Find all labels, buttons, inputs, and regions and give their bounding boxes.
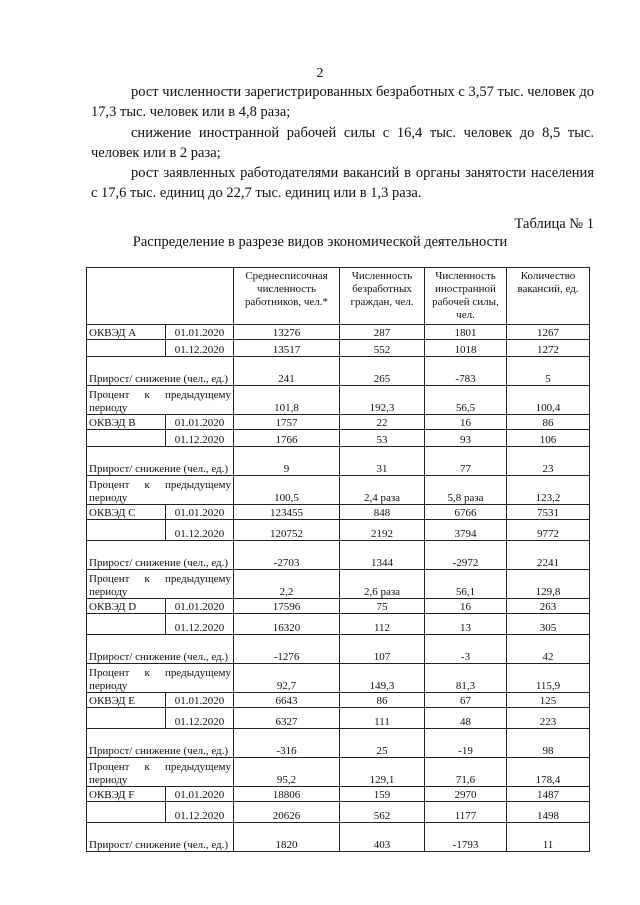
- value-cell: -2703: [234, 541, 340, 570]
- value-cell: 1801: [425, 325, 507, 340]
- metric-label-change: Прирост/ снижение (чел., ед.): [87, 541, 234, 570]
- value-cell: 31: [340, 447, 425, 476]
- value-cell: 848: [340, 505, 425, 520]
- value-cell: 1272: [507, 340, 590, 357]
- section-name: ОКВЭД F: [87, 787, 166, 802]
- value-cell: 5,8 раза: [425, 476, 507, 505]
- value-cell: 1018: [425, 340, 507, 357]
- value-cell: 123,2: [507, 476, 590, 505]
- value-cell: 287: [340, 325, 425, 340]
- value-cell: 241: [234, 357, 340, 386]
- date-cell: 01.12.2020: [166, 802, 234, 823]
- paragraph-text: снижение иностранной рабочей силы с 16,4 тыс. человек до 8,5 тыс. человек или в 2 раза;: [91, 125, 594, 161]
- value-cell: -316: [234, 729, 340, 758]
- section-name: ОКВЭД А: [87, 325, 166, 340]
- table-row: [87, 708, 590, 729]
- value-cell: 123455: [234, 505, 340, 520]
- value-cell: 2,6 раза: [340, 570, 425, 599]
- value-cell: 13517: [234, 340, 340, 357]
- value-cell: 1766: [234, 430, 340, 447]
- value-cell: 81,3: [425, 664, 507, 693]
- value-cell: 42: [507, 635, 590, 664]
- value-cell: 95,2: [234, 758, 340, 787]
- value-cell: 100,4: [507, 386, 590, 415]
- table-row: [87, 415, 590, 430]
- data-table: [86, 267, 590, 852]
- empty-cell: [87, 430, 166, 447]
- date-cell: 01.12.2020: [166, 340, 234, 357]
- table-row: [87, 325, 590, 340]
- table-row: [87, 693, 590, 708]
- date-cell: 01.12.2020: [166, 430, 234, 447]
- value-cell: 67: [425, 693, 507, 708]
- value-cell: 100,5: [234, 476, 340, 505]
- table-row: [87, 340, 590, 357]
- value-cell: -1276: [234, 635, 340, 664]
- metric-label-change: Прирост/ снижение (чел., ед.): [87, 447, 234, 476]
- header-vacancies: Количество вакансий, ед.: [507, 268, 590, 325]
- table-row: [87, 614, 590, 635]
- table-header-row: [87, 268, 590, 325]
- value-cell: 9772: [507, 520, 590, 541]
- value-cell: 403: [340, 823, 425, 852]
- paragraph-unemployed-growth: [91, 83, 594, 122]
- value-cell: 6327: [234, 708, 340, 729]
- metric-label-percent: Процент к предыдущему периоду: [87, 386, 234, 415]
- value-cell: 223: [507, 708, 590, 729]
- value-cell: 86: [340, 693, 425, 708]
- section-name: ОКВЭД Е: [87, 693, 166, 708]
- empty-cell: [87, 614, 166, 635]
- value-cell: 16: [425, 599, 507, 614]
- table-row: [87, 599, 590, 614]
- table-row: [87, 476, 590, 505]
- date-cell: 01.01.2020: [166, 787, 234, 802]
- value-cell: 2970: [425, 787, 507, 802]
- value-cell: 17596: [234, 599, 340, 614]
- value-cell: 120752: [234, 520, 340, 541]
- table-title: Распределение в разрезе видов экономической деятельности: [132, 234, 508, 250]
- metric-label-percent: Процент к предыдущему периоду: [87, 664, 234, 693]
- metric-label-percent: Процент к предыдущему периоду: [87, 570, 234, 599]
- table-row: [87, 802, 590, 823]
- header-unemployed: Численность безработных граждан, чел.: [340, 268, 425, 325]
- table-row: [87, 541, 590, 570]
- date-cell: 01.12.2020: [166, 614, 234, 635]
- table-row: [87, 430, 590, 447]
- value-cell: 2,2: [234, 570, 340, 599]
- value-cell: 115,9: [507, 664, 590, 693]
- value-cell: 53: [340, 430, 425, 447]
- value-cell: 3794: [425, 520, 507, 541]
- metric-label-change: Прирост/ снижение (чел., ед.): [87, 357, 234, 386]
- table-row: [87, 787, 590, 802]
- value-cell: 11: [507, 823, 590, 852]
- value-cell: 129,8: [507, 570, 590, 599]
- value-cell: 178,4: [507, 758, 590, 787]
- date-cell: 01.12.2020: [166, 708, 234, 729]
- value-cell: 101,8: [234, 386, 340, 415]
- value-cell: 125: [507, 693, 590, 708]
- value-cell: 305: [507, 614, 590, 635]
- metric-label-change: Прирост/ снижение (чел., ед.): [87, 635, 234, 664]
- value-cell: 75: [340, 599, 425, 614]
- metric-label-percent: Процент к предыдущему периоду: [87, 758, 234, 787]
- value-cell: 1267: [507, 325, 590, 340]
- table-row: [87, 729, 590, 758]
- paragraph-vacancies: [91, 164, 594, 203]
- section-name: ОКВЭД С: [87, 505, 166, 520]
- value-cell: 93: [425, 430, 507, 447]
- value-cell: 2241: [507, 541, 590, 570]
- value-cell: 111: [340, 708, 425, 729]
- value-cell: 159: [340, 787, 425, 802]
- value-cell: 265: [340, 357, 425, 386]
- header-foreign-labor: Численность иностранной рабочей силы, чел.: [425, 268, 507, 325]
- table-row: [87, 758, 590, 787]
- value-cell: 16: [425, 415, 507, 430]
- table-row: [87, 570, 590, 599]
- table-row: [87, 520, 590, 541]
- value-cell: 2192: [340, 520, 425, 541]
- value-cell: 129,1: [340, 758, 425, 787]
- date-cell: 01.01.2020: [166, 325, 234, 340]
- value-cell: 18806: [234, 787, 340, 802]
- value-cell: -2972: [425, 541, 507, 570]
- metric-label-change: Прирост/ снижение (чел., ед.): [87, 729, 234, 758]
- value-cell: 92,7: [234, 664, 340, 693]
- date-cell: 01.01.2020: [166, 599, 234, 614]
- metric-label-percent: Процент к предыдущему периоду: [87, 476, 234, 505]
- table-row: [87, 635, 590, 664]
- paragraph-text: рост численности зарегистрированных безработных с 3,57 тыс. человек до 17,3 тыс. человек или в 4,8 раза;: [91, 84, 594, 120]
- value-cell: 86: [507, 415, 590, 430]
- date-cell: 01.01.2020: [166, 505, 234, 520]
- table-row: [87, 823, 590, 852]
- value-cell: 263: [507, 599, 590, 614]
- table-body: [87, 325, 590, 852]
- paragraph-foreign-labor: [91, 124, 594, 163]
- paragraph-text: рост заявленных работодателями вакансий в органы занятости населения с 17,6 тыс. единиц до 22,7 тыс. единиц или в 1,3 раза.: [91, 165, 594, 201]
- value-cell: 22: [340, 415, 425, 430]
- value-cell: 13276: [234, 325, 340, 340]
- value-cell: 98: [507, 729, 590, 758]
- table-row: [87, 357, 590, 386]
- value-cell: 56,5: [425, 386, 507, 415]
- value-cell: 107: [340, 635, 425, 664]
- value-cell: 552: [340, 340, 425, 357]
- value-cell: 1487: [507, 787, 590, 802]
- value-cell: 112: [340, 614, 425, 635]
- value-cell: 1344: [340, 541, 425, 570]
- section-name: ОКВЭД D: [87, 599, 166, 614]
- value-cell: 7531: [507, 505, 590, 520]
- value-cell: 6766: [425, 505, 507, 520]
- table-row: [87, 505, 590, 520]
- value-cell: 106: [507, 430, 590, 447]
- value-cell: 1177: [425, 802, 507, 823]
- value-cell: 2,4 раза: [340, 476, 425, 505]
- date-cell: 01.12.2020: [166, 520, 234, 541]
- page-number: 2: [316, 66, 324, 81]
- value-cell: 56,1: [425, 570, 507, 599]
- header-empty-cell: [87, 268, 234, 325]
- value-cell: 192,3: [340, 386, 425, 415]
- date-cell: 01.01.2020: [166, 693, 234, 708]
- table-row: [87, 447, 590, 476]
- value-cell: -19: [425, 729, 507, 758]
- date-cell: 01.01.2020: [166, 415, 234, 430]
- empty-cell: [87, 802, 166, 823]
- value-cell: 71,6: [425, 758, 507, 787]
- empty-cell: [87, 520, 166, 541]
- empty-cell: [87, 708, 166, 729]
- section-name: ОКВЭД В: [87, 415, 166, 430]
- value-cell: 13: [425, 614, 507, 635]
- value-cell: 9: [234, 447, 340, 476]
- metric-label-change: Прирост/ снижение (чел., ед.): [87, 823, 234, 852]
- value-cell: -3: [425, 635, 507, 664]
- value-cell: 1820: [234, 823, 340, 852]
- value-cell: 77: [425, 447, 507, 476]
- value-cell: -783: [425, 357, 507, 386]
- value-cell: -1793: [425, 823, 507, 852]
- value-cell: 48: [425, 708, 507, 729]
- value-cell: 16320: [234, 614, 340, 635]
- empty-cell: [87, 340, 166, 357]
- header-employees: Среднесписочная численность работников, чел.*: [234, 268, 340, 325]
- value-cell: 1498: [507, 802, 590, 823]
- value-cell: 149,3: [340, 664, 425, 693]
- value-cell: 562: [340, 802, 425, 823]
- value-cell: 25: [340, 729, 425, 758]
- value-cell: 23: [507, 447, 590, 476]
- value-cell: 1757: [234, 415, 340, 430]
- value-cell: 6643: [234, 693, 340, 708]
- table-row: [87, 664, 590, 693]
- value-cell: 5: [507, 357, 590, 386]
- table-number: Таблица № 1: [514, 216, 594, 232]
- value-cell: 20626: [234, 802, 340, 823]
- table-row: [87, 386, 590, 415]
